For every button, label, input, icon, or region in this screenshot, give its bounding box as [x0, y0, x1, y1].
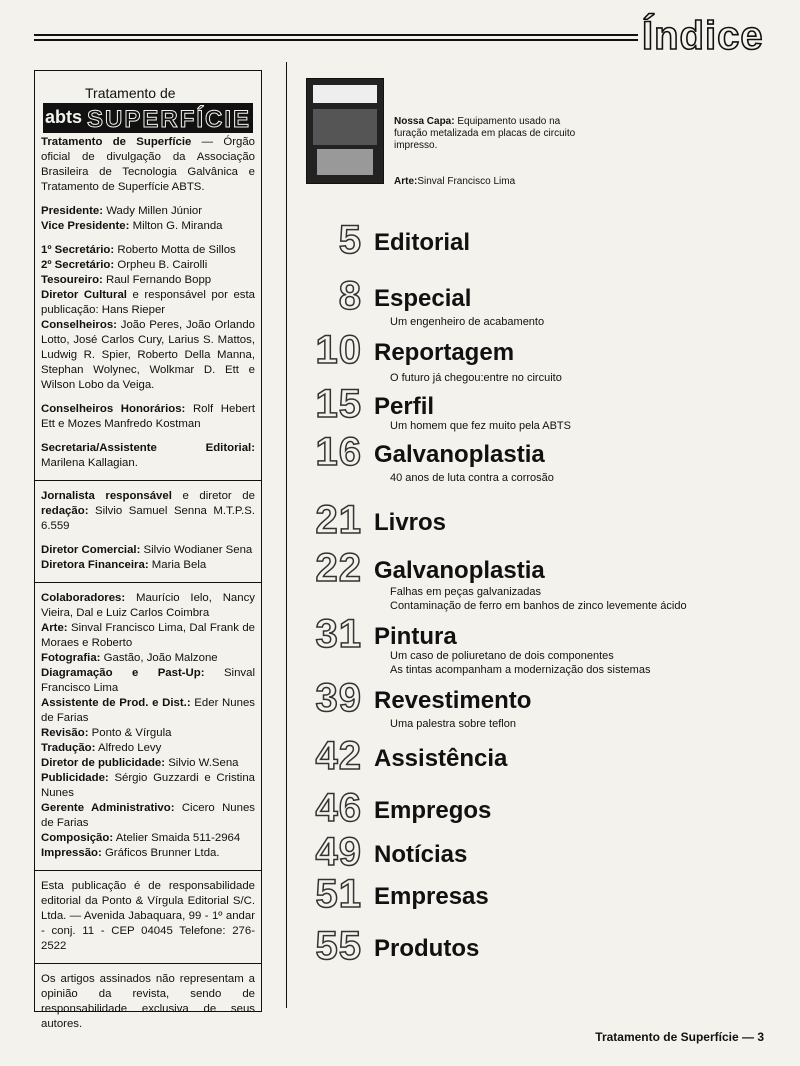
section-title: Empresas [374, 883, 489, 910]
section-subtitle: Um engenheiro de acabamento [390, 316, 545, 328]
page-number: 16 [315, 430, 362, 474]
section-subtitle: 40 anos de luta contra a corrosão [390, 472, 554, 484]
section-title: Notícias [374, 841, 468, 868]
section-title: Galvanoplastia [374, 441, 545, 468]
section-title: Especial [374, 285, 472, 312]
staff-list [41, 135, 255, 1041]
separator [35, 480, 261, 481]
toc-entry [300, 678, 780, 728]
board: 1º Secretário: Roberto Motta de Sillos 2º Secretário: Orpheu B. Cairolli Tesoureiro: Raul Fernando Bopp Diretor Cultural e responsável por esta publicação: Hans Rieper Conselheiros: João Peres, João Orlando Lotto, José Carlos Cury, Larius S. Mattos, Ludwig R. Spier, Roberto Della Manna, Stephan Wolynec, Wolkmar D. Ett e Wilson Lobo da Veiga. [41, 244, 255, 391]
masthead-box [34, 70, 262, 1030]
section-title: Assistência [374, 745, 508, 772]
page-title: Índice [642, 14, 764, 58]
page-number: 51 [315, 872, 362, 916]
toc-entry [300, 328, 780, 384]
page-number: 15 [315, 382, 362, 426]
intro: Tratamento de Superfície — Órgão oficial de divulgação da Associação Brasileira de Tecnologia Galvânica e Tratamento de Superfície ABTS. [41, 136, 255, 193]
section-subtitle: Contaminação de ferro em banhos de zinco levemente ácido [390, 600, 687, 612]
logo-top-text: Tratamento de [85, 85, 176, 101]
toc-entry [300, 788, 780, 838]
disclaimer: Os artigos assinados não representam a opinião da revista, sendo de responsabilidade exclusiva de seus autores. [41, 973, 255, 1030]
toc-entry [300, 384, 780, 434]
honorary: Conselheiros Honorários: Rolf Hebert Ett e Mozes Manfredo Kostman [41, 403, 255, 430]
cover-thumbnail [306, 78, 384, 184]
toc-entry [300, 926, 780, 976]
section-title: Editorial [374, 229, 471, 256]
logo-word: SUPERFÍCIE [87, 106, 252, 133]
toc-entry [300, 500, 780, 550]
toc-entry [300, 276, 780, 326]
toc-entry [300, 874, 780, 924]
directors: Diretor Comercial: Silvio Wodianer Sena Diretora Financeira: Maria Bela [41, 544, 253, 571]
section-subtitle: Uma palestra sobre teflon [390, 718, 516, 730]
page-number: 10 [315, 328, 362, 372]
cover-art-credit: Arte:Sinval Francisco Lima [394, 176, 516, 187]
column-divider [286, 62, 287, 1008]
page-number: 5 [338, 218, 362, 262]
cover-header [313, 85, 377, 103]
page-footer: Tratamento de Superfície — 3 [595, 1030, 764, 1044]
cover-caption: Nossa Capa: Equipamento usado na furação metalizada em placas de circuito impresso. [394, 116, 576, 151]
section-subtitle: As tintas acompanham a modernização dos sistemas [390, 664, 651, 676]
cover-band [317, 149, 373, 175]
section-title: Revestimento [374, 687, 532, 714]
separator [35, 963, 261, 964]
page-number: 55 [315, 924, 362, 968]
toc-entry [300, 612, 780, 676]
separator [35, 582, 261, 583]
page-number: 21 [315, 498, 362, 542]
header-rule [34, 34, 638, 41]
section-subtitle: Um homem que fez muito pela ABTS [390, 420, 571, 432]
page-number: 46 [315, 786, 362, 830]
section-title: Livros [374, 509, 447, 536]
logo-abts: abts [45, 107, 83, 127]
page-number: 42 [315, 734, 362, 778]
toc-entry [300, 546, 780, 612]
toc-entry [300, 432, 780, 482]
toc-entry [300, 220, 780, 270]
page-number: 31 [315, 612, 362, 656]
section-title: Empregos [374, 797, 492, 824]
section-title: Galvanoplastia [374, 557, 545, 584]
presidency: Presidente: Wady Millen Júnior Vice Presidente: Milton G. Miranda [41, 205, 223, 232]
collaborators: Colaboradores: Maurício Ielo, Nancy Vieira, Dal e Luiz Carlos Coimbra Arte: Sinval Francisco Lima, Dal Frank de Moraes e Roberto Fotografia: Gastão, João Malzone Diagramação e Past-Up: Sinval Francisco Lima Assistente de Prod. e Dist.: Eder Nunes de Farias Revisão: Ponto & Vírgula Tradução: Alfredo Levy Diretor de publicidade: Silvio W.Sena Publicidade: Sérgio Guzzardi e Cristina Nunes Gerente Administrativo: Cicero Nunes de Farias Composição: Atelier Smaida 511-2964 Impressão: Gráficos Brunner Ltda. [41, 592, 255, 859]
section-subtitle: Falhas em peças galvanizadas [390, 586, 542, 598]
page-number: 49 [315, 830, 362, 874]
section-title: Produtos [374, 935, 480, 962]
separator [35, 870, 261, 871]
section-title: Pintura [374, 623, 457, 650]
journalist: Jornalista responsável e diretor de redação: Silvio Samuel Senna M.T.P.S. 6.559 [41, 490, 255, 532]
magazine-logo [43, 85, 253, 139]
cover-photo [313, 109, 377, 145]
toc-entry [300, 736, 780, 786]
page-number: 22 [315, 546, 362, 590]
secretariat: Secretaria/Assistente Editorial: Marilena Kallagian. [41, 442, 255, 469]
page-number: 8 [338, 274, 362, 318]
responsibility: Esta publicação é de responsabilidade editorial da Ponto & Vírgula Editorial S/C. Ltda. — Avenida Jabaquara, 99 - 1º andar - conj. 11 - CEP 04045 Telefone: 276-2522 [41, 880, 255, 952]
section-subtitle: O futuro já chegou:entre no circuito [390, 372, 562, 384]
page-number: 39 [315, 676, 362, 720]
section-title: Reportagem [374, 339, 515, 366]
section-subtitle: Um caso de poliuretano de dois componentes [390, 650, 614, 662]
section-title: Perfil [374, 393, 435, 420]
